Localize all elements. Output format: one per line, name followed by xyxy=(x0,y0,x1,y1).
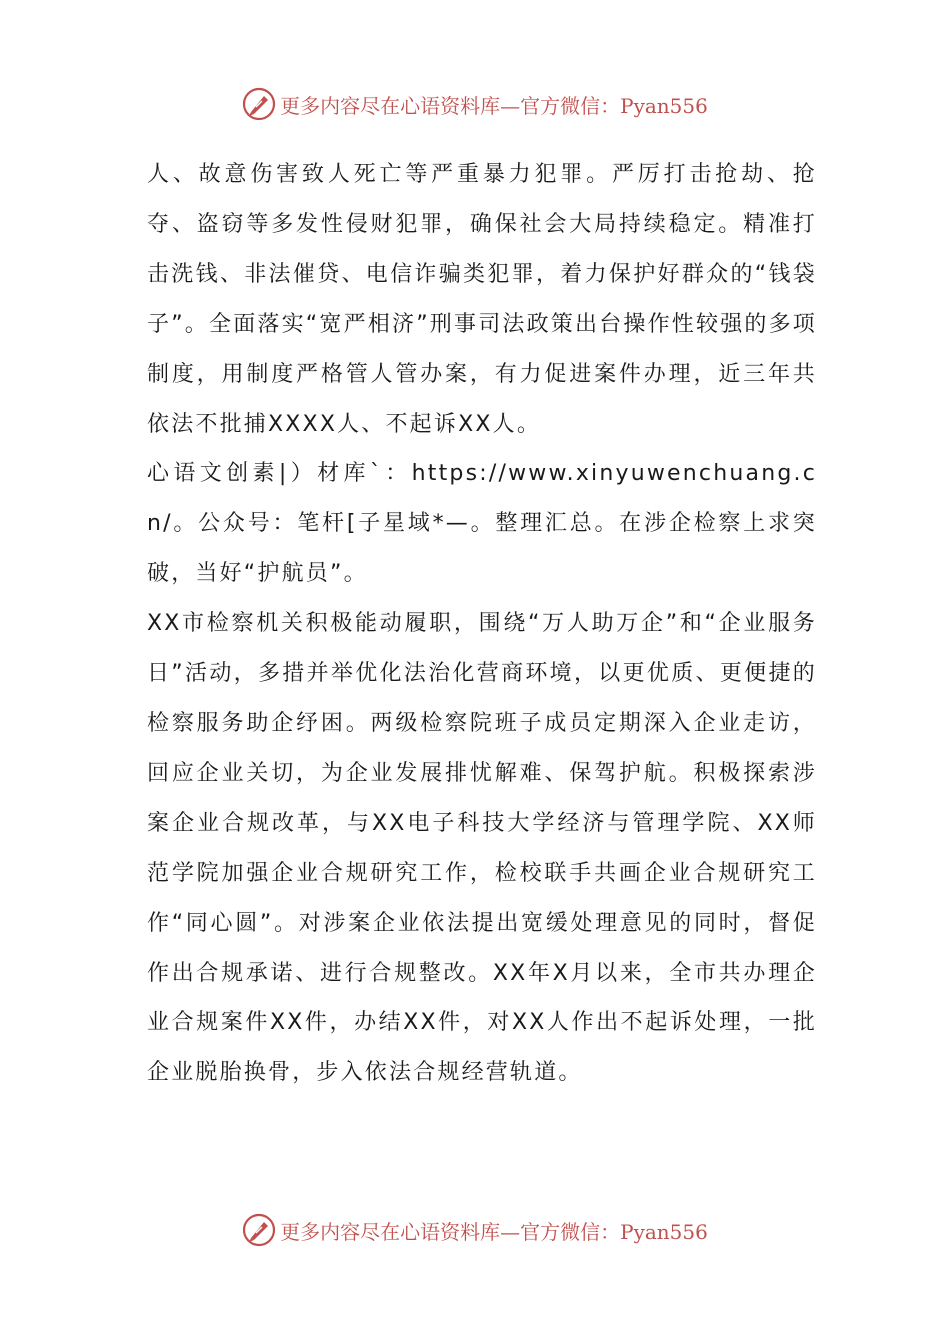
watermark-text: 更多内容尽在心语资料库—官方微信：Pyan556 xyxy=(280,93,708,118)
paragraph-1: 人、故意伤害致人死亡等严重暴力犯罪。严厉打击抢劫、抢夺、盗窃等多发性侵财犯罪，确保社会大局持续稳定。精准打击洗钱、非法催贷、电信诈骗类犯罪，着力保护好群众的“钱袋子”。全面落实“宽严相济”刑事司法政策出台操作性较强的多项制度，用制度严格管人管办案，有力促进案件办理，近三年共依法不批捕XXXX人、不起诉XX人。 xyxy=(147,162,817,437)
document-body xyxy=(147,150,817,1098)
paragraph-2: 心语文创素|）材库`：https://www.xinyuwenchuang.cn/。公众号：笔杆[子星域*—。整理汇总。在涉企检察上求突破，当好“护航员”。 xyxy=(147,461,817,587)
footer-watermark xyxy=(0,1210,950,1250)
watermark-text: 更多内容尽在心语资料库—官方微信：Pyan556 xyxy=(280,1219,708,1244)
header-watermark xyxy=(0,84,950,124)
pen-nib-logo-icon xyxy=(242,1213,276,1247)
paragraph-3: XX市检察机关积极能动履职，围绕“万人助万企”和“企业服务日”活动，多措并举优化法治化营商环境，以更优质、更便捷的检察服务助企纾困。两级检察院班子成员定期深入企业走访，回应企业关切，为企业发展排忧解难、保驾护航。积极探索涉案企业合规改革，与XX电子科技大学经济与管理学院、XX师范学院加强企业合规研究工作，检校联手共画企业合规研究工作“同心圆”。对涉案企业依法提出宽缓处理意见的同时，督促作出合规承诺、进行合规整改。XX年X月以来，全市共办理企业合规案件XX件，办结XX件，对XX人作出不起诉处理，一批企业脱胎换骨，步入依法合规经营轨道。 xyxy=(147,611,817,1086)
pen-nib-logo-icon xyxy=(242,87,276,121)
